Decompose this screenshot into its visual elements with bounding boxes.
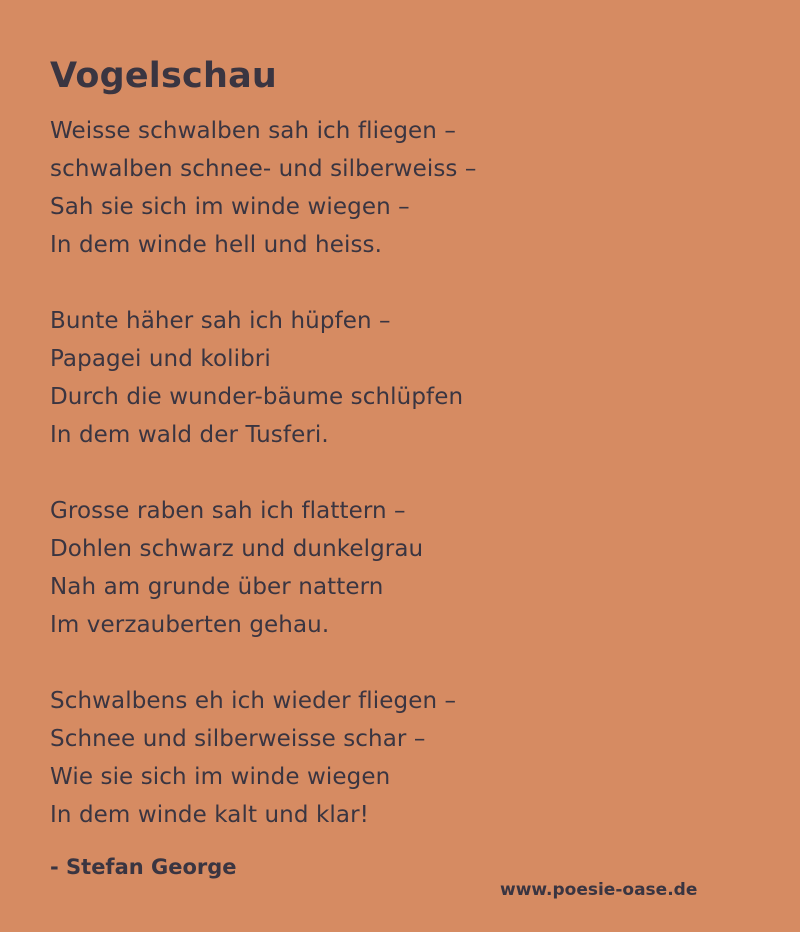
poem-line: Schwalbens eh ich wieder fliegen – bbox=[50, 688, 457, 714]
poem-line: schwalben schnee- und silberweiss – bbox=[50, 156, 477, 182]
stanza-2 bbox=[50, 302, 770, 454]
poem-line: Durch die wunder-bäume schlüpfen bbox=[50, 384, 464, 410]
poem-line: Schnee und silberweisse schar – bbox=[50, 726, 426, 752]
poem-title: Vogelschau bbox=[50, 56, 278, 96]
author-credit: - Stefan George bbox=[50, 855, 237, 879]
poem-body bbox=[50, 112, 770, 872]
poem-line: Bunte häher sah ich hüpfen – bbox=[50, 308, 391, 334]
poem-line: Papagei und kolibri bbox=[50, 346, 271, 372]
stanza-1 bbox=[50, 112, 770, 264]
poem-line: Im verzauberten gehau. bbox=[50, 612, 330, 638]
poem-line: In dem wald der Tusferi. bbox=[50, 422, 329, 448]
poem-line: Weisse schwalben sah ich fliegen – bbox=[50, 118, 456, 144]
poem-line: In dem winde kalt und klar! bbox=[50, 802, 369, 828]
poem-line: Sah sie sich im winde wiegen – bbox=[50, 194, 410, 220]
stanza-4 bbox=[50, 682, 770, 834]
poem-line: Dohlen schwarz und dunkelgrau bbox=[50, 536, 424, 562]
poem-line: Grosse raben sah ich flattern – bbox=[50, 498, 406, 524]
stanza-3 bbox=[50, 492, 770, 644]
poem-line: In dem winde hell und heiss. bbox=[50, 232, 383, 258]
poem-line: Nah am grunde über nattern bbox=[50, 574, 384, 600]
website-watermark: www.poesie-oase.de bbox=[500, 880, 698, 900]
poem-line: Wie sie sich im winde wiegen bbox=[50, 764, 391, 790]
